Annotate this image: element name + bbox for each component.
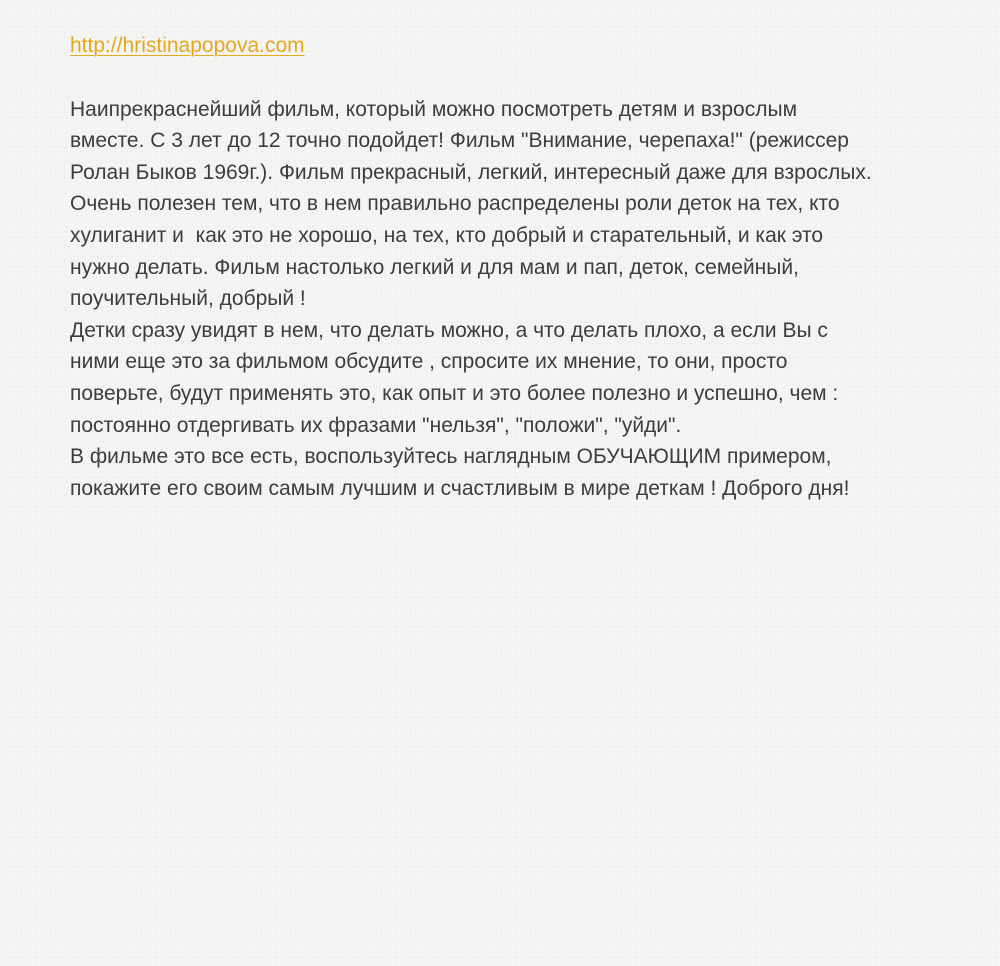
text-line: Наипрекраснейший фильм, который можно посмотреть детям и взрослым: [70, 97, 798, 121]
text-line: покажите его своим самым лучшим и счастливым в мире деткам ! Доброго дня!: [70, 476, 850, 500]
text-line: Очень полезен тем, что в нем правильно распределены роли деток на тех, кто: [70, 192, 840, 216]
text-line: Детки сразу увидят в нем, что делать можно, а что делать плохо, а если Вы с: [70, 318, 828, 342]
text-line: хулиганит и как это не хорошо, на тех, кто добрый и старательный, и как это: [70, 223, 824, 247]
text-line: поучительный, добрый !: [70, 287, 306, 311]
website-link[interactable]: http://hristinapopova.com: [70, 34, 305, 57]
text-line: В фильме это все есть, воспользуйтесь наглядным ОБУЧАЮЩИМ примером,: [70, 445, 832, 469]
text-line: ними еще это за фильмом обсудите , спросите их мнение, то они, просто: [70, 350, 788, 374]
text-line: постоянно отдергивать их фразами "нельзя", "положи", "уйди".: [70, 413, 682, 437]
text-line: нужно делать. Фильм настолько легкий и для мам и пап, деток, семейный,: [70, 255, 799, 279]
note-body[interactable]: [70, 30, 970, 504]
note-text: [70, 94, 970, 505]
text-line: вместе. С 3 лет до 12 точно подойдет! Фильм "Внимание, черепаха!" (режиссер: [70, 129, 849, 153]
text-line: Ролан Быков 1969г.). Фильм прекрасный, легкий, интересный даже для взрослых.: [70, 160, 872, 184]
text-line: поверьте, будут применять это, как опыт и это более полезно и успешно, чем :: [70, 381, 839, 405]
